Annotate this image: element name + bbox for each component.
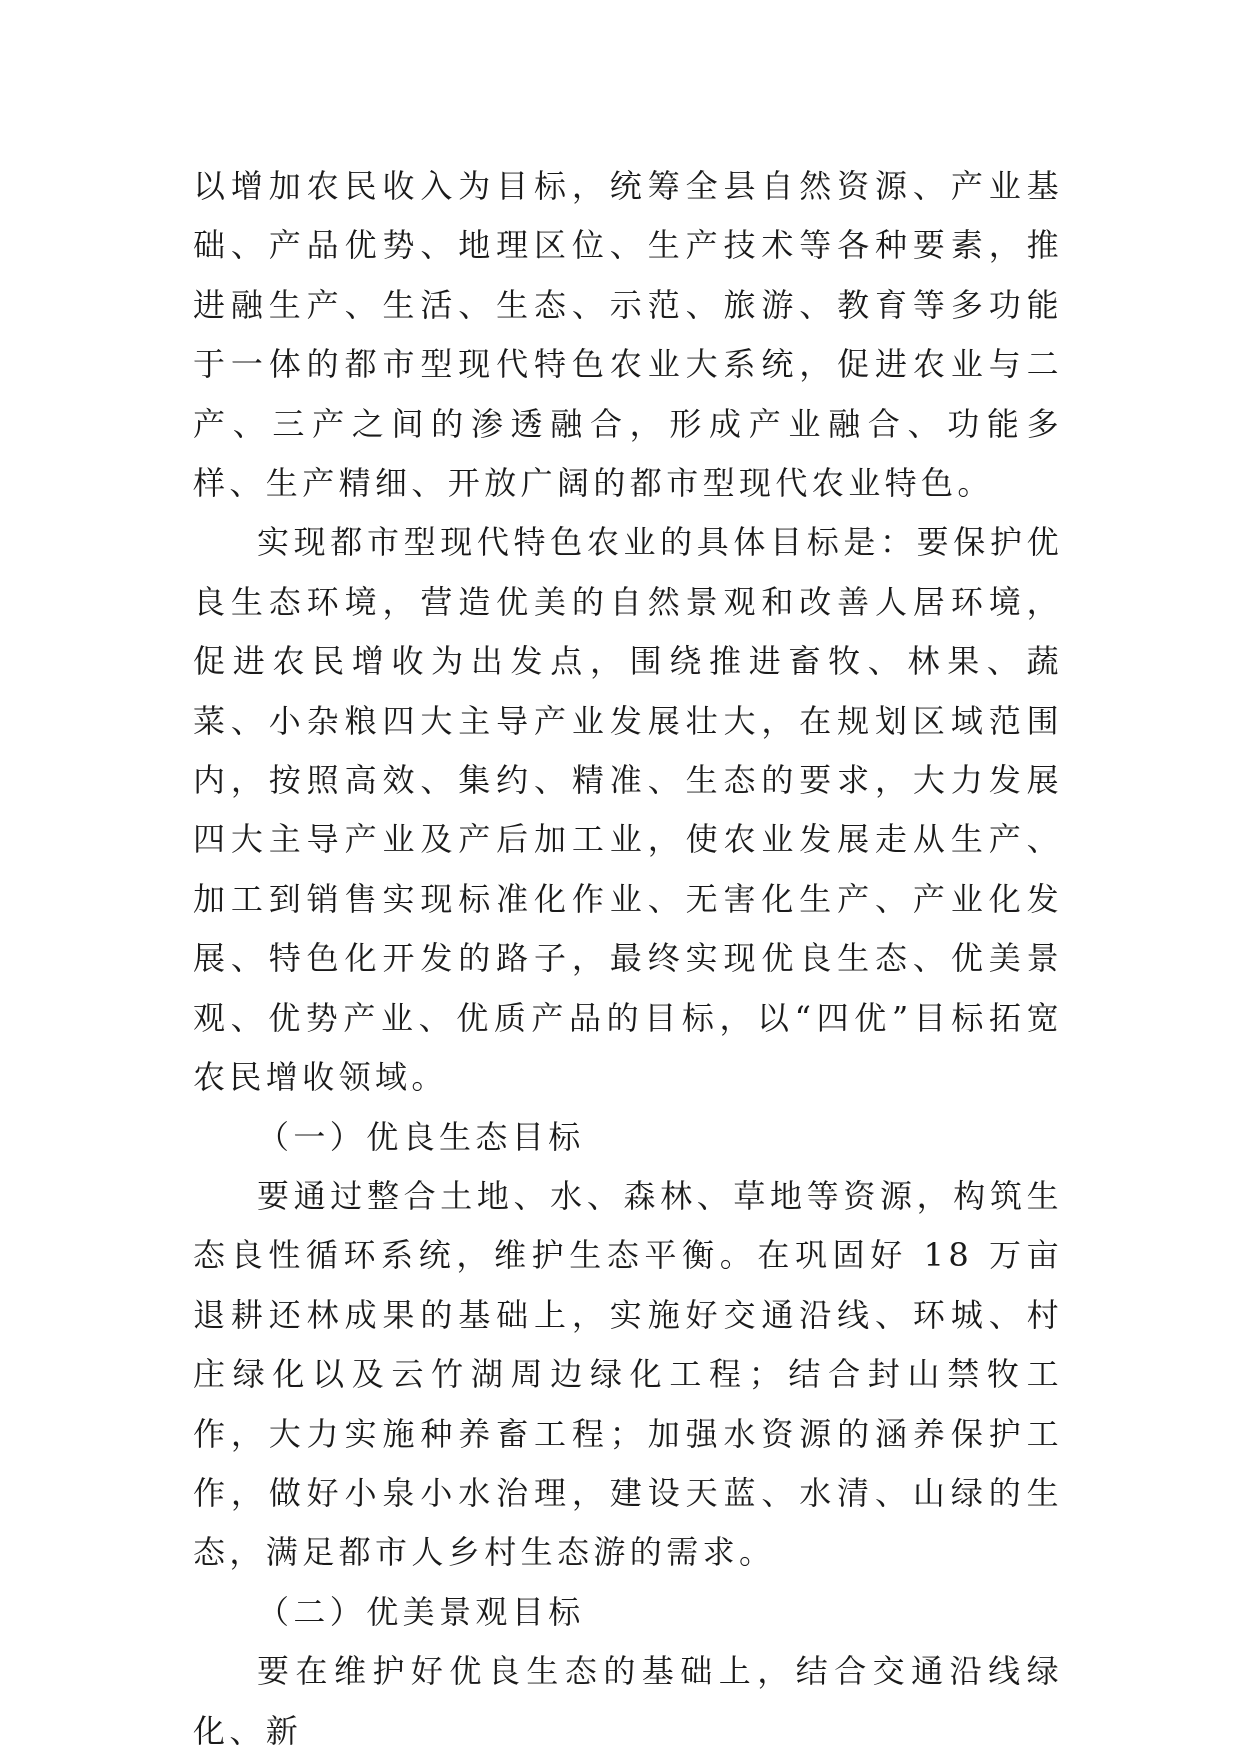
section-heading-landscape-goal: （二）优美景观目标 <box>257 1592 585 1631</box>
document-body <box>193 157 1063 1761</box>
paragraph-intro-continuation: 以增加农民收入为目标，统筹全县自然资源、产业基础、产品优势、地理区位、生产技术等各种要素，推进融生产、生活、生态、示范、旅游、教育等多功能于一体的都市型现代特色农业大系统，促进农业与二产、三产之间的渗透融合，形成产业融合、功能多样、生产精细、开放广阔的都市型现代农业特色。 <box>193 167 1063 503</box>
section-heading-ecology-goal: （一）优良生态目标 <box>257 1117 585 1156</box>
paragraph-specific-goals: 实现都市型现代特色农业的具体目标是：要保护优良生态环境，营造优美的自然景观和改善人居环境，促进农民增收为出发点，围绕推进畜牧、林果、蔬菜、小杂粮四大主导产业发展壮大，在规划区域范围内，按照高效、集约、精准、生态的要求，大力发展四大主导产业及产后加工业，使农业发展走从生产、加工到销售实现标准化作业、无害化生产、产业化发展、特色化开发的路子，最终实现优良生态、优美景观、优势产业、优质产品的目标，以“四优”目标拓宽农民增收领域。 <box>193 523 1063 1097</box>
paragraph-landscape-goal: 要在维护好优良生态的基础上，结合交通沿线绿化、新 <box>193 1652 1063 1750</box>
paragraph-ecology-goal: 要通过整合土地、水、森林、草地等资源，构筑生态良性循环系统，维护生态平衡。在巩固好 18 万亩退耕还林成果的基础上，实施好交通沿线、环城、村庄绿化以及云竹湖周边绿化工程；结合封山禁牧工作，大力实施种养畜工程；加强水资源的涵养保护工作，做好小泉小水治理，建设天蓝、水清、山绿的生态，满足都市人乡村生态游的需求。 <box>193 1176 1063 1572</box>
